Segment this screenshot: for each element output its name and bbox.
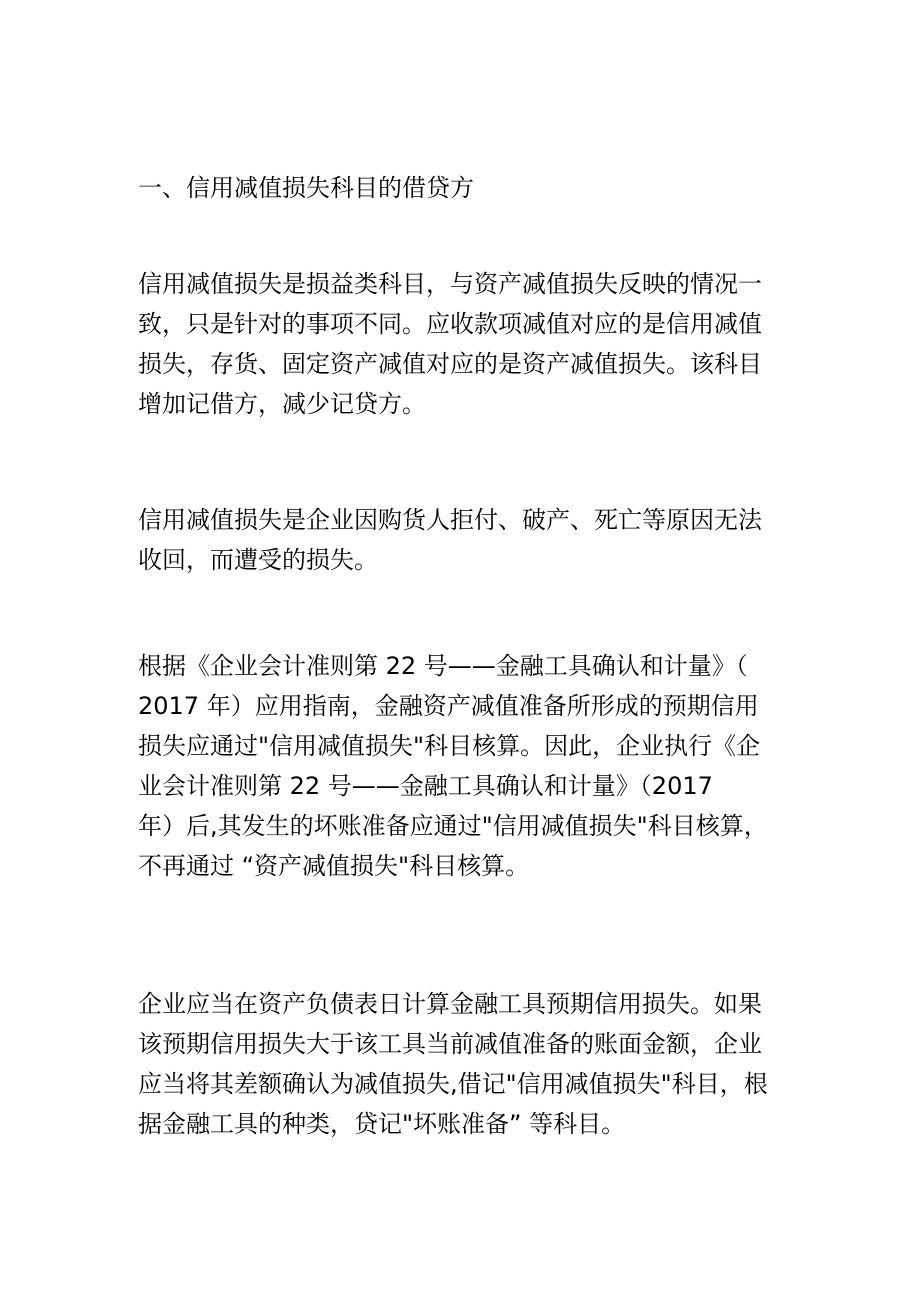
paragraph-loss-causes — [138, 500, 788, 580]
text-line: 年）后,其发生的坏账准备应通过"信用减值损失"科目核算， — [138, 812, 768, 840]
text-line: 据金融工具的种类，贷记"坏账准备” 等科目。 — [138, 1110, 626, 1138]
text-line: 信用减值损失是损益类科目，与资产减值损失反映的情况一 — [138, 270, 762, 298]
paragraph-credit-impairment-definition — [138, 264, 788, 424]
text-line: 信用减值损失是企业因购货人拒付、破产、死亡等原因无法 — [138, 506, 762, 534]
text-line: 企业应当在资产负债表日计算金融工具预期信用损失。如果 — [138, 990, 762, 1018]
text-line: 损失，存货、固定资产减值对应的是资产减值损失。该科目 — [138, 350, 762, 378]
text-line: 根据《企业会计准则第 22 号——金融工具确认和计量》（ — [138, 652, 748, 680]
text-line: 该预期信用损失大于该工具当前减值准备的账面金额，企业 — [138, 1030, 762, 1058]
text-line: 不再通过 “资产减值损失"科目核算。 — [138, 852, 530, 880]
text-line: 致，只是针对的事项不同。应收款项减值对应的是信用减值 — [138, 310, 762, 338]
text-line: 业会计准则第 22 号——金融工具确认和计量》（2017 — [138, 772, 713, 800]
text-line: 增加记借方，减少记贷方。 — [138, 390, 426, 418]
section-heading: 一、信用减值损失科目的借贷方 — [138, 174, 474, 202]
text-line: 2017 年）应用指南，金融资产减值准备所形成的预期信用 — [138, 692, 759, 720]
text-line: 应当将其差额确认为减值损失,借记"信用减值损失"科目，根 — [138, 1070, 768, 1098]
text-line: 损失应通过"信用减值损失"科目核算。因此，企业执行《企 — [138, 732, 761, 760]
paragraph-expected-credit-loss — [138, 984, 788, 1144]
text-line: 收回，而遭受的损失。 — [138, 546, 378, 574]
paragraph-accounting-standard — [138, 646, 788, 886]
